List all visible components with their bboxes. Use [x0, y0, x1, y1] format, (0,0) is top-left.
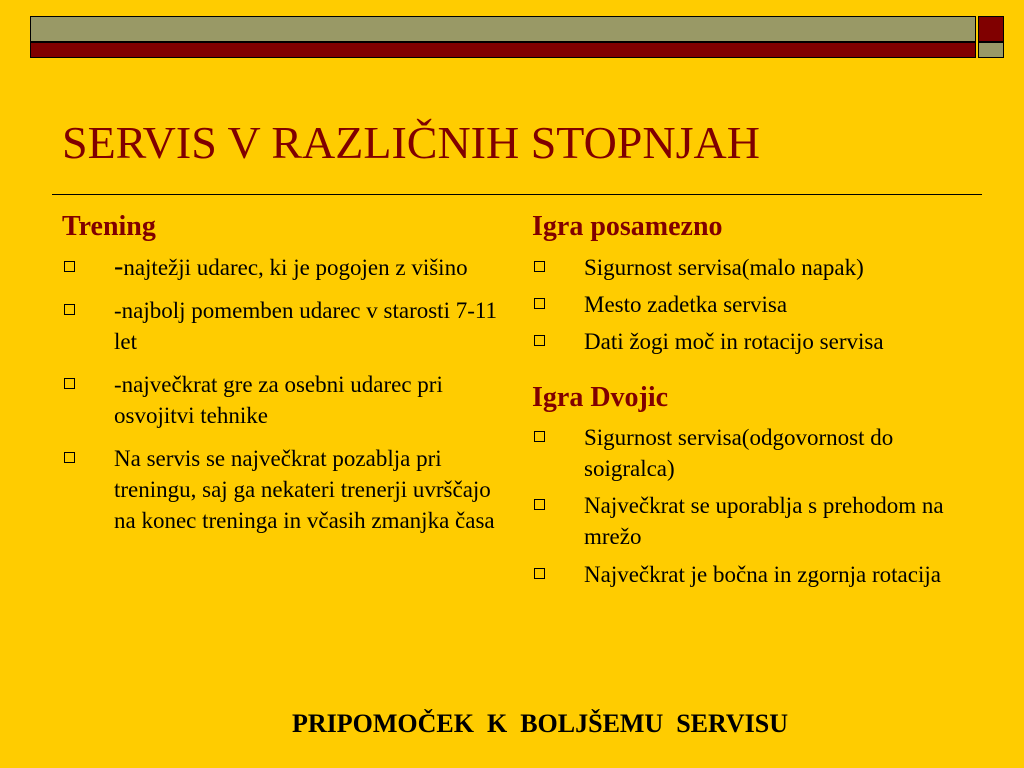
slide-footer: PRIPOMOČEK K BOLJŠEMU SERVISU — [291, 709, 789, 738]
square-bullet-icon — [534, 431, 545, 442]
left-column — [62, 210, 502, 548]
dvojic-list — [532, 422, 972, 589]
list-item — [532, 559, 972, 590]
maroon-bar — [30, 42, 976, 58]
item-text: -najbolj pomemben udarec v starosti 7-11 let — [114, 297, 498, 354]
item-text: Mesto zadetka servisa — [584, 291, 788, 317]
list-item — [532, 289, 972, 320]
right-column — [532, 210, 972, 596]
trening-list — [62, 252, 502, 536]
list-item — [62, 252, 502, 283]
olive-square — [978, 42, 1004, 58]
item-text: Dati žogi moč in rotacijo servisa — [584, 328, 884, 354]
list-item — [62, 295, 502, 357]
square-bullet-icon — [534, 335, 545, 346]
list-item — [62, 369, 502, 431]
item-text: Sigurnost servisa(malo napak) — [584, 254, 864, 280]
item-text: Na servis se največkrat pozablja pri treningu, saj ga nekateri trenerji uvrščajo na konec treninga in včasih zmanjka časa — [114, 445, 495, 533]
list-item — [532, 252, 972, 283]
slide-title: SERVIS V RAZLIČNIH STOPNJAH — [62, 117, 760, 168]
item-text: Sigurnost servisa(odgovornost do soigralca) — [584, 425, 894, 482]
item-text: -največkrat gre za osebni udarec pri osvojitvi tehnike — [114, 371, 443, 428]
maroon-square — [978, 16, 1004, 42]
item-text: Največkrat je bočna in zgornja rotacija — [584, 561, 941, 587]
heading-trening: Trening — [62, 211, 156, 242]
olive-bar — [30, 16, 976, 42]
square-bullet-icon — [64, 261, 75, 272]
square-bullet-icon — [64, 378, 75, 389]
list-item — [62, 443, 502, 536]
square-bullet-icon — [534, 568, 545, 579]
posamezno-list — [532, 252, 972, 357]
heading-igra-dvojic: Igra Dvojic — [532, 381, 669, 413]
list-item — [532, 490, 972, 552]
heading-igra-posamezno: Igra posamezno — [532, 211, 723, 242]
list-item — [532, 422, 972, 484]
item-prefix: - — [114, 250, 124, 282]
square-bullet-icon — [534, 499, 545, 510]
square-bullet-icon — [64, 452, 75, 463]
item-text: najtežji udarec, ki je pogojen z višino — [123, 254, 468, 280]
square-bullet-icon — [534, 261, 545, 272]
list-item — [532, 326, 972, 357]
square-bullet-icon — [534, 298, 545, 309]
square-bullet-icon — [64, 304, 75, 315]
item-text: Največkrat se uporablja s prehodom na mrežo — [584, 493, 944, 550]
title-divider — [52, 194, 982, 195]
